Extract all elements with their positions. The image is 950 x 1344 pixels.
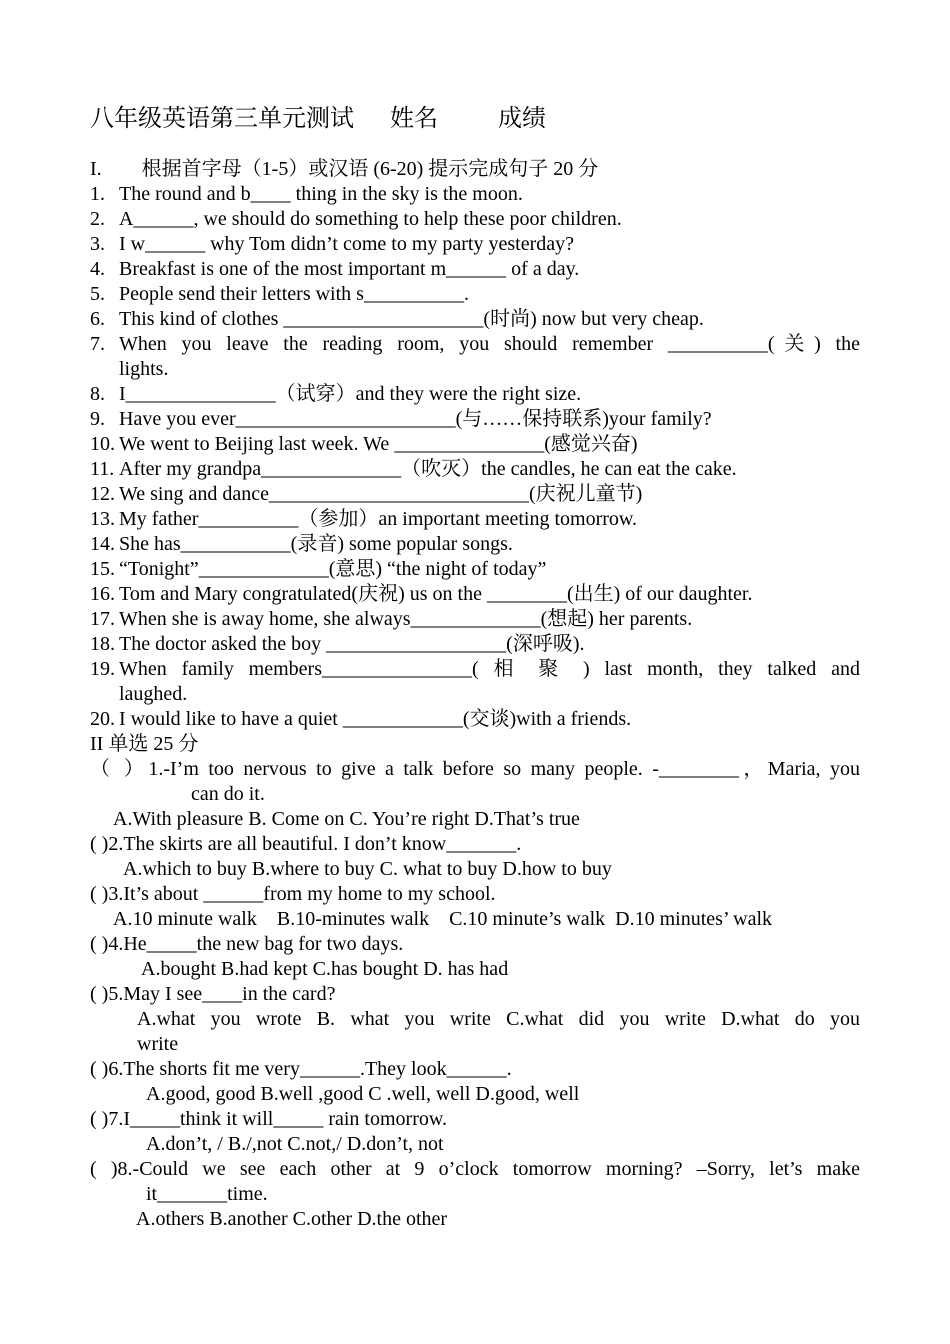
worksheet-body [90, 157, 860, 1232]
question-5-options: A.what you wrote B. what you write C.what did you write D.what do you [137, 1008, 860, 1030]
item-continuation: laughed. [119, 683, 188, 705]
question-8: ( )8.-Could we see each other at 9 o’clock tomorrow morning? –Sorry, let’s make [90, 1158, 860, 1180]
section-2-heading: II 单选 25 分 [90, 733, 199, 755]
question-4-options: A.bought B.had kept C.has bought D. has had [141, 958, 509, 980]
question-3-options: A.10 minute walk B.10-minutes walk C.10 minute’s walk D.10 minutes’ walk [113, 908, 773, 930]
item-text: A______, we should do something to help these poor children. [119, 208, 622, 230]
item-text: “Tonight”_____________(意思) “the night of today” [119, 558, 547, 580]
question-5-continuation: write [137, 1033, 179, 1055]
item-number: 6. [90, 308, 105, 330]
item-number: 17. [90, 608, 115, 630]
question-8-continuation: it_______time. [146, 1183, 268, 1205]
item-text: She has___________(录音) some popular songs. [119, 533, 513, 555]
fill-item [90, 407, 860, 432]
item-text: I_______________（试穿）and they were the right size. [119, 383, 582, 405]
item-number: 16. [90, 583, 115, 605]
fill-item [90, 532, 860, 557]
item-text: When you leave the reading room, you should remember __________(关) the [119, 333, 860, 355]
question-1-continuation: can do it. [191, 783, 265, 805]
question-7-options: A.don’t, / B./,not C.not,/ D.don’t, not [146, 1133, 444, 1155]
item-number: 1. [90, 183, 105, 205]
fill-item [90, 382, 860, 407]
item-number: 8. [90, 383, 105, 405]
fill-item [90, 557, 860, 582]
item-text: My father__________（参加）an important meeting tomorrow. [119, 508, 638, 530]
fill-item [90, 332, 860, 357]
fill-item [90, 307, 860, 332]
section-1-items [90, 182, 860, 732]
item-number: 10. [90, 433, 115, 455]
fill-item [90, 707, 860, 732]
item-number: 11. [90, 458, 115, 480]
question-8-options: A.others B.another C.other D.the other [136, 1208, 448, 1230]
question-6-options: A.good, good B.well ,good C .well, well D.good, well [146, 1083, 580, 1105]
item-text: People send their letters with s__________. [119, 283, 469, 305]
item-text: Breakfast is one of the most important m______ of a day. [119, 258, 580, 280]
item-text: We sing and dance__________________________(庆祝儿童节) [119, 483, 643, 505]
item-number: 5. [90, 283, 105, 305]
item-text: Tom and Mary congratulated(庆祝) us on the ________(出生) of our daughter. [119, 583, 753, 605]
item-number: 14. [90, 533, 115, 555]
fill-item [90, 582, 860, 607]
question-2: ( )2.The skirts are all beautiful. I don’t know_______. [90, 833, 522, 855]
fill-item [90, 432, 860, 457]
fill-item [90, 182, 860, 207]
question-1: （ ）1.-I’m too nervous to give a talk before so many people. -________，Maria, you [90, 758, 860, 780]
fill-item [90, 457, 860, 482]
item-number: 20. [90, 708, 115, 730]
fill-item [90, 507, 860, 532]
item-text: I w______ why Tom didn’t come to my party yesterday? [119, 233, 574, 255]
item-text: After my grandpa______________（吹灭）the candles, he can eat the cake. [119, 458, 737, 480]
question-3: ( )3.It’s about ______from my home to my school. [90, 883, 496, 905]
question-1-options: A.With pleasure B. Come on C. You’re right D.That’s true [113, 808, 580, 830]
item-continuation: lights. [119, 358, 169, 380]
question-7: ( )7.I_____think it will_____ rain tomorrow. [90, 1108, 447, 1130]
item-number: 13. [90, 508, 115, 530]
fill-item [90, 232, 860, 257]
item-text: The doctor asked the boy __________________(深呼吸). [119, 633, 585, 655]
section-1-heading: I. 根据首字母（1-5）或汉语 (6-20) 提示完成句子 20 分 [90, 158, 599, 180]
item-text: I would like to have a quiet ____________(交谈)with a friends. [119, 708, 632, 730]
fill-item [90, 607, 860, 632]
item-number: 2. [90, 208, 105, 230]
item-number: 12. [90, 483, 115, 505]
fill-item [90, 257, 860, 282]
item-text: Have you ever______________________(与……保持联系)your family? [119, 408, 712, 430]
item-number: 9. [90, 408, 105, 430]
fill-item [90, 632, 860, 657]
question-2-options: A.which to buy B.where to buy C. what to buy D.how to buy [123, 858, 612, 880]
item-text: When family members_______________( 相 聚 ) last month, they talked and [119, 658, 860, 680]
item-text: When she is away home, she always_____________(想起) her parents. [119, 608, 693, 630]
item-number: 7. [90, 333, 105, 355]
fill-item [90, 282, 860, 307]
item-text: This kind of clothes ____________________(时尚) now but very cheap. [119, 308, 704, 330]
fill-item [90, 482, 860, 507]
item-number: 4. [90, 258, 105, 280]
question-4: ( )4.He_____the new bag for two days. [90, 933, 404, 955]
item-text: We went to Beijing last week. We _______________(感觉兴奋) [119, 433, 638, 455]
item-number: 3. [90, 233, 105, 255]
item-text: The round and b____ thing in the sky is the moon. [119, 183, 523, 205]
question-6: ( )6.The shorts fit me very______.They look______. [90, 1058, 512, 1080]
fill-item [90, 207, 860, 232]
page-title: 八年级英语第三单元测试 姓名 成绩 [90, 106, 546, 132]
item-number: 18. [90, 633, 115, 655]
item-number: 19. [90, 658, 115, 680]
fill-item [90, 657, 860, 682]
question-5: ( )5.May I see____in the card? [90, 983, 336, 1005]
item-number: 15. [90, 558, 115, 580]
